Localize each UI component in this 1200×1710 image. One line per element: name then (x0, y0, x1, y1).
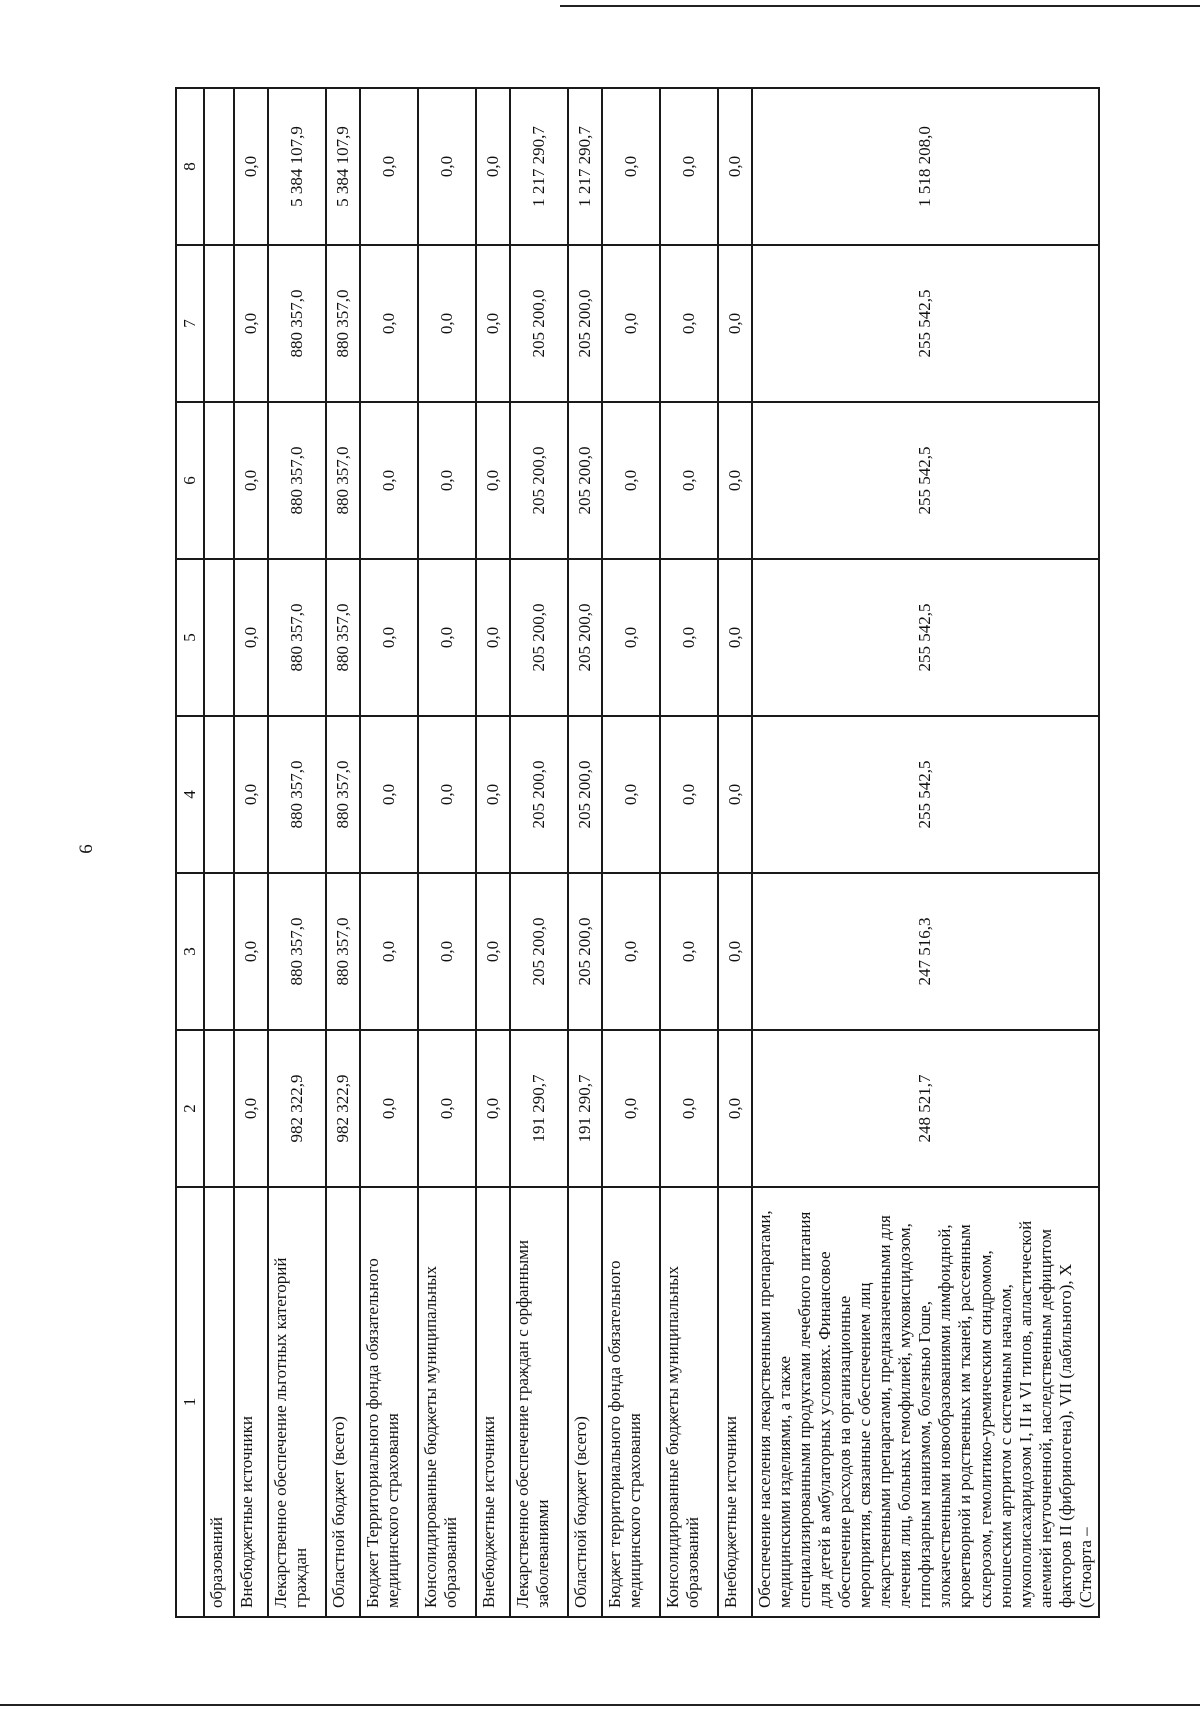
row-name: Обеспечение населения лекарственными препаратами, медицинскими изделиями, а также специализированными продуктами лечебного питания для детей в амбулаторных условиях. Финансовое обеспечение расходов на организационные мероприятия, связанные с обеспечением лиц лекарственными препаратами, предназначенными для лечения лиц, больных гемофилией, муковисцидозом, гипофизарным нанизмом, болезнью Гоше, злокачественными новообразованиями лимфоидной, кроветворной и родственных им тканей, рассеянным склерозом, гемолитико-уремическим синдромом, юношеским артритом с системным началом, мукополисахаридозом I, II и VI типов, апластической анемией неуточненной, наследственным дефицитом факторов II (фибриногена), VII (лабильного), X (Стюарта – (752, 1187, 1099, 1617)
table-row (718, 88, 752, 1617)
cell-value: 880 357,0 (326, 873, 360, 1030)
row-name: Бюджет Территориального фонда обязательного медицинского страхования (360, 1187, 418, 1617)
row-name: образований (204, 1187, 234, 1617)
cell-value: 0,0 (718, 245, 752, 402)
cell-value (204, 716, 234, 873)
table-row (234, 88, 268, 1617)
cell-value: 880 357,0 (326, 402, 360, 559)
table-row (752, 88, 1099, 1617)
cell-value: 0,0 (418, 873, 476, 1030)
cell-value: 0,0 (476, 88, 510, 245)
row-name: Областной бюджет (всего) (326, 1187, 360, 1617)
cell-value: 0,0 (234, 1030, 268, 1187)
scan-edge-bottom (0, 1704, 1200, 1706)
table-row (360, 88, 418, 1617)
rotated-table-frame (175, 88, 1095, 1618)
cell-value: 880 357,0 (268, 873, 326, 1030)
cell-value: 1 217 290,7 (510, 88, 568, 245)
cell-value: 0,0 (718, 88, 752, 245)
cell-value: 880 357,0 (326, 245, 360, 402)
cell-value: 0,0 (418, 245, 476, 402)
column-header: 6 (176, 402, 204, 559)
scan-edge-top (560, 5, 1200, 7)
cell-value: 0,0 (602, 716, 660, 873)
row-name: Внебюджетные источники (718, 1187, 752, 1617)
cell-value: 0,0 (234, 245, 268, 402)
cell-value (204, 245, 234, 402)
cell-value: 0,0 (418, 716, 476, 873)
cell-value: 0,0 (660, 716, 718, 873)
cell-value: 191 290,7 (568, 1030, 602, 1187)
cell-value: 0,0 (660, 1030, 718, 1187)
row-name: Областной бюджет (всего) (568, 1187, 602, 1617)
column-header: 8 (176, 88, 204, 245)
cell-value: 0,0 (418, 402, 476, 559)
cell-value: 0,0 (476, 559, 510, 716)
cell-value: 0,0 (476, 1030, 510, 1187)
cell-value: 880 357,0 (268, 402, 326, 559)
cell-value: 205 200,0 (568, 873, 602, 1030)
row-name: Внебюджетные источники (476, 1187, 510, 1617)
cell-value: 5 384 107,9 (268, 88, 326, 245)
cell-value: 0,0 (418, 559, 476, 716)
table-row (326, 88, 360, 1617)
cell-value: 0,0 (602, 245, 660, 402)
cell-value: 0,0 (602, 873, 660, 1030)
cell-value: 0,0 (360, 245, 418, 402)
table-row (418, 88, 476, 1617)
cell-value: 0,0 (718, 559, 752, 716)
table-row (510, 88, 568, 1617)
table-row (660, 88, 718, 1617)
cell-value: 205 200,0 (568, 716, 602, 873)
page-number: 6 (75, 844, 97, 854)
cell-value (204, 88, 234, 245)
cell-value: 0,0 (602, 559, 660, 716)
cell-value: 0,0 (476, 716, 510, 873)
row-name: Лекарственное обеспечение льготных категорий граждан (268, 1187, 326, 1617)
cell-value: 982 322,9 (326, 1030, 360, 1187)
cell-value: 205 200,0 (510, 716, 568, 873)
cell-value: 0,0 (718, 402, 752, 559)
table-row (476, 88, 510, 1617)
budget-table (175, 87, 1100, 1618)
table-row (568, 88, 602, 1617)
row-name: Внебюджетные источники (234, 1187, 268, 1617)
cell-value (204, 402, 234, 559)
cell-value: 0,0 (660, 873, 718, 1030)
cell-value: 205 200,0 (568, 402, 602, 559)
cell-value: 0,0 (718, 873, 752, 1030)
cell-value: 0,0 (718, 716, 752, 873)
cell-value: 0,0 (234, 559, 268, 716)
cell-value: 0,0 (360, 716, 418, 873)
table-row (602, 88, 660, 1617)
cell-value: 0,0 (476, 402, 510, 559)
cell-value: 0,0 (660, 88, 718, 245)
column-number-row (176, 88, 204, 1617)
cell-value: 247 516,3 (752, 873, 1099, 1030)
table-row (268, 88, 326, 1617)
cell-value: 255 542,5 (752, 402, 1099, 559)
cell-value: 205 200,0 (568, 245, 602, 402)
cell-value: 0,0 (234, 716, 268, 873)
cell-value: 205 200,0 (510, 559, 568, 716)
cell-value (204, 559, 234, 716)
cell-value: 191 290,7 (510, 1030, 568, 1187)
cell-value: 1 217 290,7 (568, 88, 602, 245)
column-header: 3 (176, 873, 204, 1030)
cell-value: 205 200,0 (510, 873, 568, 1030)
cell-value: 205 200,0 (510, 245, 568, 402)
cell-value: 0,0 (234, 88, 268, 245)
cell-value: 880 357,0 (268, 716, 326, 873)
cell-value: 0,0 (660, 559, 718, 716)
row-name: Консолидированные бюджеты муниципальных образований (660, 1187, 718, 1617)
column-header: 7 (176, 245, 204, 402)
cell-value: 255 542,5 (752, 559, 1099, 716)
cell-value: 248 521,7 (752, 1030, 1099, 1187)
cell-value: 0,0 (602, 1030, 660, 1187)
cell-value: 205 200,0 (510, 402, 568, 559)
cell-value: 880 357,0 (326, 716, 360, 873)
cell-value: 0,0 (360, 559, 418, 716)
cell-value (204, 873, 234, 1030)
row-name: Консолидированные бюджеты муниципальных образований (418, 1187, 476, 1617)
cell-value: 0,0 (234, 873, 268, 1030)
cell-value: 0,0 (660, 402, 718, 559)
cell-value: 0,0 (660, 245, 718, 402)
row-name: Лекарственное обеспечение граждан с орфанными заболеваниями (510, 1187, 568, 1617)
cell-value: 880 357,0 (268, 245, 326, 402)
cell-value: 205 200,0 (568, 559, 602, 716)
table-row (204, 88, 234, 1617)
cell-value: 0,0 (360, 1030, 418, 1187)
cell-value: 5 384 107,9 (326, 88, 360, 245)
cell-value: 0,0 (418, 1030, 476, 1187)
cell-value: 0,0 (360, 402, 418, 559)
column-header: 2 (176, 1030, 204, 1187)
cell-value: 0,0 (718, 1030, 752, 1187)
cell-value: 255 542,5 (752, 245, 1099, 402)
cell-value: 0,0 (476, 245, 510, 402)
cell-value: 982 322,9 (268, 1030, 326, 1187)
cell-value: 0,0 (234, 402, 268, 559)
cell-value: 0,0 (360, 88, 418, 245)
cell-value: 0,0 (602, 88, 660, 245)
cell-value: 0,0 (602, 402, 660, 559)
cell-value (204, 1030, 234, 1187)
row-name: Бюджет территориального фонда обязательного медицинского страхования (602, 1187, 660, 1617)
cell-value: 0,0 (476, 873, 510, 1030)
cell-value: 1 518 208,0 (752, 88, 1099, 245)
cell-value: 880 357,0 (326, 559, 360, 716)
column-header: 5 (176, 559, 204, 716)
cell-value: 0,0 (360, 873, 418, 1030)
cell-value: 0,0 (418, 88, 476, 245)
column-header: 4 (176, 716, 204, 873)
column-header: 1 (176, 1187, 204, 1617)
cell-value: 880 357,0 (268, 559, 326, 716)
cell-value: 255 542,5 (752, 716, 1099, 873)
